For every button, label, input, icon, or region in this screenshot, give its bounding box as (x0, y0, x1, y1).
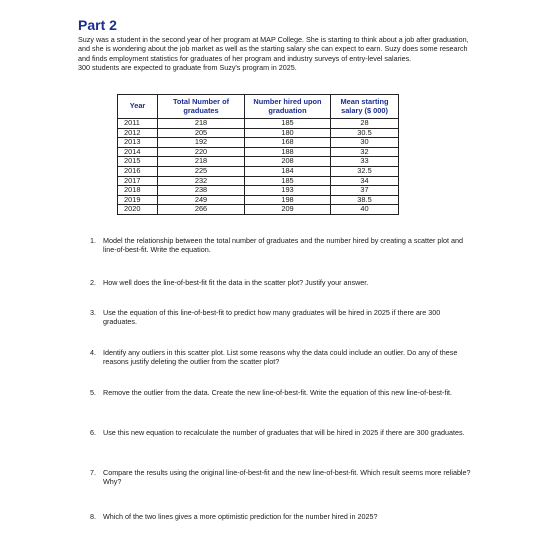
cell-year: 2015 (118, 157, 158, 167)
cell-hired: 209 (245, 205, 331, 215)
cell-salary: 38.5 (331, 195, 399, 205)
question-number: 8. (90, 512, 96, 521)
cell-graduates: 266 (158, 205, 245, 215)
table-row (118, 195, 399, 205)
table-header-row (118, 95, 399, 119)
cell-year: 2016 (118, 166, 158, 176)
cell-hired: 184 (245, 166, 331, 176)
table-row (118, 205, 399, 215)
cell-year: 2011 (118, 119, 158, 129)
data-table (117, 94, 399, 215)
question-number: 2. (90, 278, 96, 287)
table-row (118, 119, 399, 129)
question-item (90, 512, 475, 521)
question-number: 3. (90, 308, 96, 317)
question-item (90, 388, 475, 397)
cell-graduates: 249 (158, 195, 245, 205)
question-text: Compare the results using the original line-of-best-fit and the new line-of-best-fit. Which result seems more reliable? Why? (103, 468, 471, 487)
table-row (118, 176, 399, 186)
column-header-salary: Mean starting salary ($ 000) (331, 95, 399, 119)
cell-salary: 37 (331, 186, 399, 196)
cell-hired: 193 (245, 186, 331, 196)
column-header-year: Year (118, 95, 158, 119)
cell-year: 2014 (118, 147, 158, 157)
table-row (118, 186, 399, 196)
cell-graduates: 218 (158, 119, 245, 129)
question-text: How well does the line-of-best-fit fit the data in the scatter plot? Justify your answer. (103, 278, 369, 287)
intro-paragraph: Suzy was a student in the second year of her program at MAP College. She is starting to think about a job after graduation, and she is wondering about the job market as well as the starting salary she can expect to earn. Suzy does some research and finds employment statistics for graduates of her program and industry surveys of entry-level salaries. (78, 35, 469, 63)
column-header-hired: Number hired upon graduation (245, 95, 331, 119)
cell-graduates: 192 (158, 138, 245, 148)
cell-salary: 40 (331, 205, 399, 215)
table-row (118, 128, 399, 138)
cell-graduates: 220 (158, 147, 245, 157)
question-text: Use this new equation to recalculate the number of graduates that will be hired in 2025 if there are 300 graduates. (103, 428, 465, 437)
cell-salary: 30.5 (331, 128, 399, 138)
page-title: Part 2 (78, 17, 117, 33)
table-row (118, 138, 399, 148)
cell-salary: 32.5 (331, 166, 399, 176)
question-item (90, 308, 475, 326)
question-text: Identify any outliers in this scatter plot. List some reasons why the data could include an outlier. Do any of these reasons justify deleting the outlier from the scatter plot? (103, 348, 458, 367)
question-text: Model the relationship between the total number of graduates and the number hired by creating a scatter plot and line-of-best-fit. Write the equation. (103, 236, 463, 255)
cell-hired: 168 (245, 138, 331, 148)
question-item (90, 468, 475, 486)
question-number: 6. (90, 428, 96, 437)
cell-year: 2017 (118, 176, 158, 186)
cell-salary: 33 (331, 157, 399, 167)
cell-salary: 30 (331, 138, 399, 148)
cell-hired: 208 (245, 157, 331, 167)
cell-graduates: 225 (158, 166, 245, 176)
intro-text (78, 35, 478, 73)
cell-salary: 32 (331, 147, 399, 157)
cell-graduates: 232 (158, 176, 245, 186)
cell-salary: 28 (331, 119, 399, 129)
question-text: Use the equation of this line-of-best-fit to predict how many graduates will be hired in 2025 if there are 300 graduates. (103, 308, 441, 327)
cell-year: 2018 (118, 186, 158, 196)
question-number: 5. (90, 388, 96, 397)
question-text: Remove the outlier from the data. Create the new line-of-best-fit. Write the equation of this new line-of-best-fit. (103, 388, 453, 397)
question-item (90, 236, 475, 254)
cell-graduates: 238 (158, 186, 245, 196)
question-text: Which of the two lines gives a more optimistic prediction for the number hired in 2025? (103, 512, 378, 521)
intro-paragraph: 300 students are expected to graduate from Suzy's program in 2025. (78, 63, 297, 73)
question-item (90, 348, 475, 366)
question-item (90, 278, 475, 287)
table-row (118, 166, 399, 176)
column-header-graduates: Total Number of graduates (158, 95, 245, 119)
cell-graduates: 205 (158, 128, 245, 138)
table-row (118, 147, 399, 157)
cell-graduates: 218 (158, 157, 245, 167)
cell-year: 2020 (118, 205, 158, 215)
question-number: 7. (90, 468, 96, 477)
cell-year: 2019 (118, 195, 158, 205)
cell-hired: 180 (245, 128, 331, 138)
cell-year: 2012 (118, 128, 158, 138)
cell-hired: 188 (245, 147, 331, 157)
question-number: 4. (90, 348, 96, 357)
cell-salary: 34 (331, 176, 399, 186)
cell-hired: 198 (245, 195, 331, 205)
cell-year: 2013 (118, 138, 158, 148)
question-item (90, 428, 475, 437)
cell-hired: 185 (245, 119, 331, 129)
cell-hired: 185 (245, 176, 331, 186)
question-number: 1. (90, 236, 96, 245)
